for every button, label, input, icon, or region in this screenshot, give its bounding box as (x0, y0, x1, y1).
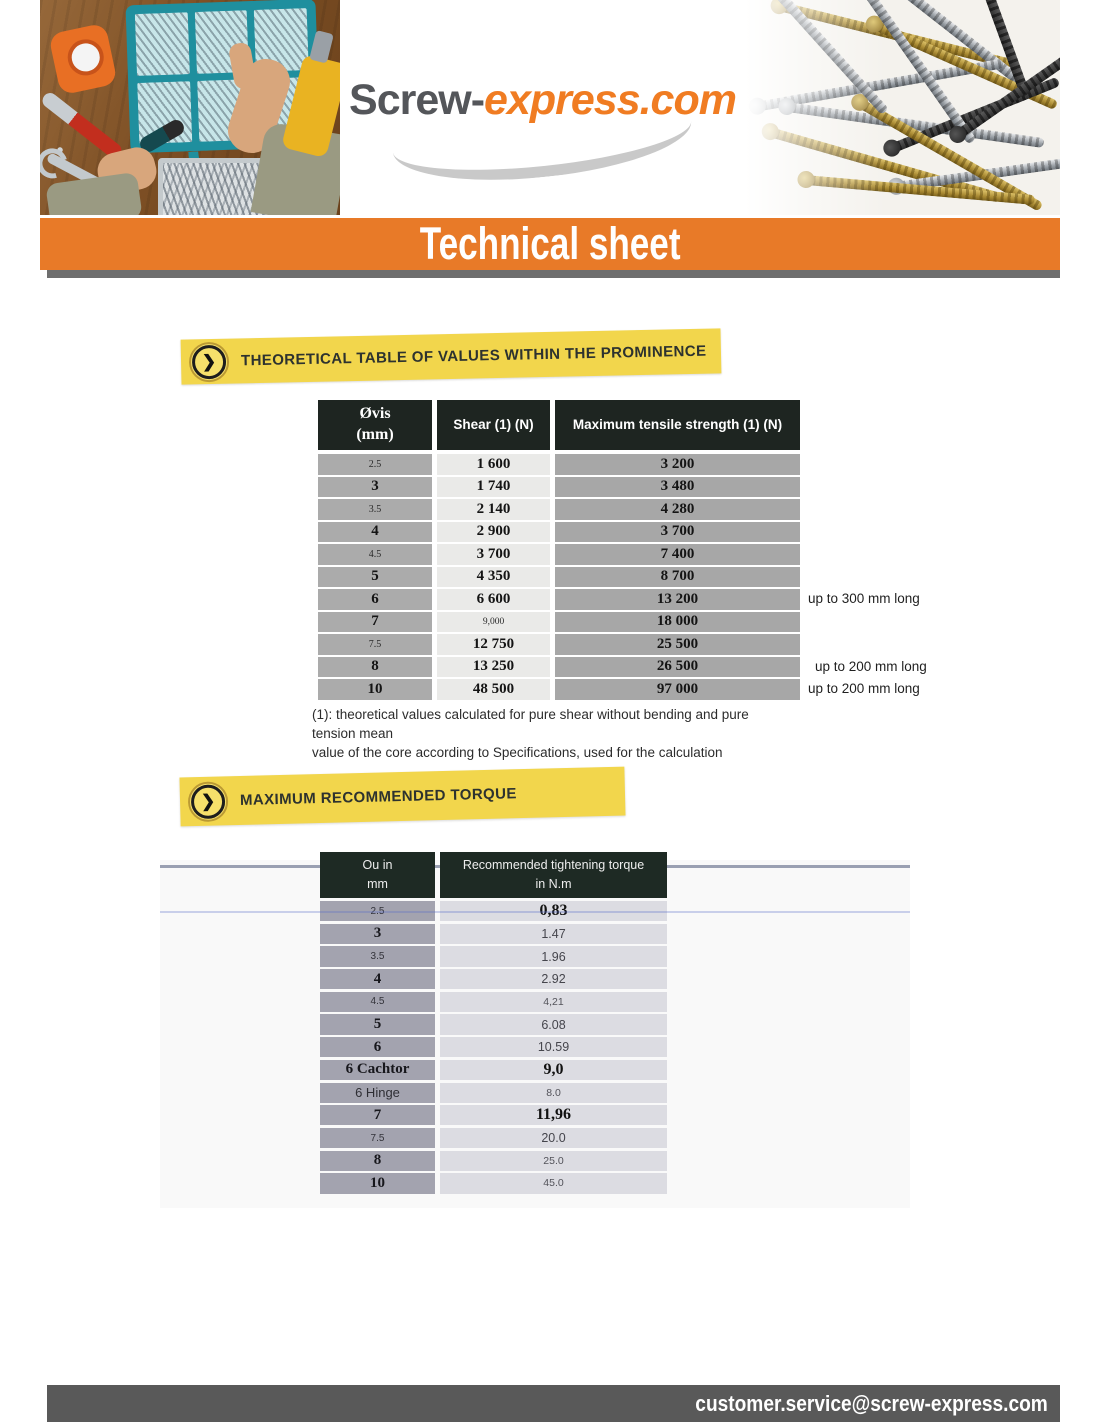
tensile-cell: 18 000 (555, 612, 800, 633)
diameter-cell: 6 Hinge (320, 1083, 435, 1103)
tensile-cell: 3 200 (555, 454, 800, 475)
torque-cell: 11,96 (440, 1105, 667, 1125)
table1-footnote: (1): theoretical values calculated for pure shear without bending and pure tension mean value of the core according to Specifications, used for the calculation (312, 707, 749, 760)
diameter-cell: 5 (318, 567, 432, 588)
logo-text-orange: express.com (484, 76, 736, 124)
torque-cell: 10.59 (440, 1037, 667, 1057)
table2-header-torque: Recommended tightening torque in N.m (440, 852, 667, 898)
table-row (318, 477, 800, 498)
diameter-cell: 7 (320, 1105, 435, 1125)
table-row (320, 1083, 667, 1103)
length-limit-note: up to 200 mm long (815, 658, 927, 674)
diameter-cell: 4.5 (318, 544, 432, 565)
shear-cell: 1 740 (437, 477, 550, 498)
diameter-cell: 2.5 (318, 454, 432, 475)
table-row (318, 634, 800, 655)
tensile-cell: 3 700 (555, 522, 800, 543)
shear-cell: 4 350 (437, 567, 550, 588)
torque-table (320, 852, 667, 1194)
diameter-cell: 7 (318, 612, 432, 633)
table2-rows (320, 901, 667, 1194)
table-row (320, 1151, 667, 1171)
torque-cell: 25.0 (440, 1151, 667, 1171)
diameter-cell: 6 Cachtor (320, 1060, 435, 1080)
table-row (318, 499, 800, 520)
torque-cell: 6.08 (440, 1014, 667, 1034)
photo-left-fade (745, 0, 1060, 215)
diameter-cell: 5 (320, 1014, 435, 1034)
table1-header-diameter: Øvis (mm) (318, 400, 432, 450)
table-row (320, 1014, 667, 1034)
section2-title-band (179, 767, 625, 827)
diameter-cell: 8 (318, 657, 432, 678)
section1-title: THEORETICAL TABLE OF VALUES WITHIN THE PROMINENCE (240, 342, 707, 370)
shear-cell: 2 140 (437, 499, 550, 520)
diameter-cell: 2.5 (320, 901, 435, 921)
diameter-cell: 10 (318, 679, 432, 700)
table-row (320, 1105, 667, 1125)
diameter-cell: 8 (320, 1151, 435, 1171)
shear-cell: 3 700 (437, 544, 550, 565)
tensile-cell: 4 280 (555, 499, 800, 520)
table-row (318, 544, 800, 565)
torque-cell: 45.0 (440, 1173, 667, 1193)
diameter-cell: 6 (318, 589, 432, 610)
table2-header-diameter: Ou in mm (320, 852, 435, 898)
table-row (320, 946, 667, 966)
diameter-cell: 3.5 (318, 499, 432, 520)
section2-title: MAXIMUM RECOMMENDED TORQUE (239, 785, 517, 809)
diameter-cell: 3 (320, 924, 435, 944)
table2-header-row (320, 852, 667, 898)
torque-cell: 0,83 (440, 901, 667, 921)
diameter-cell: 10 (320, 1173, 435, 1193)
table-row (318, 522, 800, 543)
shear-tensile-table (318, 400, 927, 700)
shear-cell: 9,000 (437, 612, 550, 633)
diameter-cell: 6 (320, 1037, 435, 1057)
diameter-cell: 4 (320, 969, 435, 989)
faint-blue-line (160, 911, 910, 913)
tensile-cell: 3 480 (555, 477, 800, 498)
shear-cell: 48 500 (437, 679, 550, 700)
shear-cell: 13 250 (437, 657, 550, 678)
section1-title-band (181, 328, 722, 384)
chevron-right-badge-icon: ❯ (189, 341, 230, 382)
table-row (318, 589, 800, 610)
table1-rows (318, 454, 800, 700)
tensile-cell: 97 000 (555, 679, 800, 700)
footer-bar (47, 1385, 1060, 1422)
tensile-cell: 8 700 (555, 567, 800, 588)
page-title: Technical sheet (419, 218, 681, 269)
length-limit-note: up to 300 mm long (808, 591, 920, 606)
torque-cell: 4,21 (440, 992, 667, 1012)
logo-area (340, 0, 745, 215)
hands-sorting-screws-photo (40, 0, 340, 215)
logo-text-gray: Screw- (349, 76, 485, 124)
table1-header-shear: Shear (1) (N) (437, 400, 550, 450)
title-banner (40, 218, 1060, 270)
shear-cell: 2 900 (437, 522, 550, 543)
table-row (320, 1128, 667, 1148)
diameter-cell: 7.5 (320, 1128, 435, 1148)
table1-header-tensile: Maximum tensile strength (1) (N) (555, 400, 800, 450)
table-row (320, 924, 667, 944)
table-row (320, 1060, 667, 1080)
torque-cell: 8.0 (440, 1083, 667, 1103)
table-row (320, 1173, 667, 1193)
table-row (320, 1037, 667, 1057)
shear-cell: 6 600 (437, 589, 550, 610)
tensile-cell: 25 500 (555, 634, 800, 655)
torque-cell: 2.92 (440, 969, 667, 989)
table-row (320, 969, 667, 989)
torque-cell: 1.47 (440, 924, 667, 944)
diameter-cell: 3 (318, 477, 432, 498)
diameter-cell: 4.5 (320, 992, 435, 1012)
table-row (318, 567, 800, 588)
tensile-cell: 7 400 (555, 544, 800, 565)
table-row (318, 679, 800, 700)
table-row (320, 992, 667, 1012)
customer-service-email: customer.service@screw-express.com (695, 1390, 1049, 1416)
table-row (318, 657, 800, 678)
banner-shadow-strip (47, 270, 1060, 278)
tensile-cell: 13 200 (555, 589, 800, 610)
chevron-right-badge-icon: ❯ (188, 781, 229, 822)
torque-cell: 9,0 (440, 1060, 667, 1080)
table-row (318, 612, 800, 633)
torque-cell: 20.0 (440, 1128, 667, 1148)
diameter-cell: 4 (318, 522, 432, 543)
shear-cell: 12 750 (437, 634, 550, 655)
brand-logo (349, 76, 736, 125)
pile-of-screws-photo (745, 0, 1060, 215)
table1-header-row (318, 400, 800, 450)
tensile-cell: 26 500 (555, 657, 800, 678)
length-limit-note: up to 200 mm long (808, 681, 920, 696)
table-row (318, 454, 800, 475)
diameter-cell: 7.5 (318, 634, 432, 655)
torque-cell: 1.96 (440, 946, 667, 966)
diameter-cell: 3.5 (320, 946, 435, 966)
shear-cell: 1 600 (437, 454, 550, 475)
